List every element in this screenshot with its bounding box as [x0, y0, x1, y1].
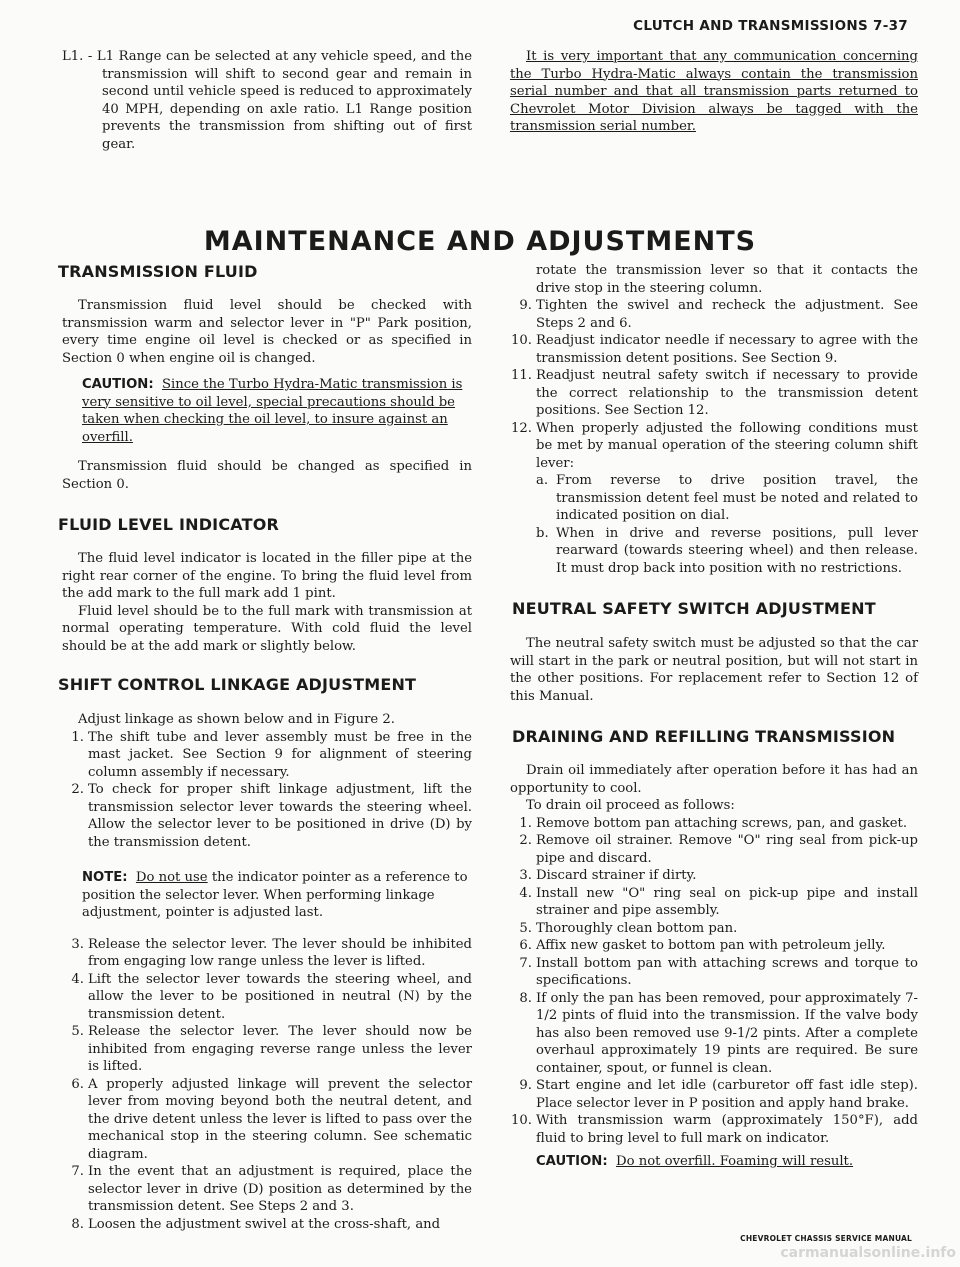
list-item: a. From reverse to drive position travel, the transmission detent feel must be noted and related to indicated position on dial. — [536, 473, 918, 523]
drain-paragraph-2: To drain oil proceed as follows: — [526, 798, 735, 813]
caution-label: CAUTION: — [82, 377, 154, 392]
list-item: 1. The shift tube and lever assembly must be free in the mast jacket. See Section 9 for alignment of steering column assembly if necessary. — [71, 729, 472, 780]
list-item: 6. A properly adjusted linkage will prevent the selector lever from moving beyond both the neutral detent, and the drive detent unless the lever is lifted to pass over the mechanical stop in the steering column. See schematic diagram. — [71, 1076, 472, 1162]
drain-paragraph-1: Drain oil immediately after operation before it has had an opportunity to cool. — [510, 763, 918, 796]
list-item: 3. Discard strainer if dirty. — [519, 868, 697, 883]
list-item: 4. Lift the selector lever towards the steering wheel, and allow the lever to be positioned in neutral (N) by the transmission detent. — [71, 971, 472, 1022]
step-8-continued: rotate the transmission lever so that it contacts the drive stop in the steering column. — [536, 263, 918, 296]
list-item: 7. Install bottom pan with attaching screws and torque to specifications. — [519, 955, 918, 988]
draining-heading: DRAINING AND REFILLING TRANSMISSION — [512, 727, 896, 746]
caution-text: Since the Turbo Hydra-Matic transmission is very sensitive to oil level, special precautions should be taken when checking the oil level, to insure against an overfill. — [82, 377, 463, 445]
transmission-fluid-heading: TRANSMISSION FLUID — [58, 262, 258, 281]
note-text: the indicator pointer as a reference to position the selector lever. When performing linkage adjustment, pointer is adjusted last. — [82, 870, 468, 920]
note-underlined: Do not use — [135, 870, 208, 885]
shift-note — [82, 869, 472, 922]
drain-steps — [510, 815, 918, 1148]
list-item: 9. Tighten the swivel and recheck the adjustment. See Steps 2 and 6. — [519, 298, 918, 331]
neutral-switch-text: The neutral safety switch must be adjusted so that the car will start in the park or neutral position, but will not start in the other positions. For replacement refer to Section 12 of this Manual. — [510, 636, 918, 704]
running-header: CLUTCH AND TRANSMISSIONS 7-37 — [633, 18, 908, 34]
left-column — [58, 262, 472, 1233]
list-item: 6. Affix new gasket to bottom pan with petroleum jelly. — [519, 938, 886, 953]
shift-steps-b — [62, 936, 472, 1234]
right-column — [510, 262, 918, 1171]
serial-note-text: It is very important that any communication concerning the Turbo Hydra-Matic always contain the transmission serial number and that all transmission parts returned to Chevrolet Motor Division always be tagged with the transmission serial number. — [510, 49, 918, 134]
l1-range-paragraph — [62, 48, 472, 153]
indicator-paragraph-2: Fluid level should be to the full mark with transmission at normal operating temperature. With cold fluid the level should be at the add mark or slightly below. — [62, 603, 472, 654]
list-item: 8. Loosen the adjustment swivel at the cross-shaft, and — [71, 1216, 441, 1232]
fluid-level-indicator-heading: FLUID LEVEL INDICATOR — [58, 515, 280, 534]
fluid-paragraph-1: Transmission fluid level should be checked with transmission warm and selector lever in "P" Park position, every time engine oil level is checked or as specified in Section 0 when engine oil is changed. — [62, 298, 472, 366]
note-label: NOTE: — [82, 870, 128, 885]
shift-substeps — [536, 472, 918, 577]
list-item: 11. Readjust neutral safety switch if necessary to provide the correct relationship to the transmission detent positions. See Section 12. — [511, 368, 918, 418]
list-item: 12. When properly adjusted the following conditions must be met by manual operation of the steering column shift lever: a. From reverse to drive position travel, the transmission detent feel must be noted and related to indicated position on dial. b. When in drive and reverse positions, pull lever rearward (towards steering wheel) and then release. It must drop back into position with no restrictions. — [511, 420, 918, 576]
caution-text: Do not overfill. Foaming will result. — [616, 1154, 854, 1169]
neutral-switch-heading: NEUTRAL SAFETY SWITCH ADJUSTMENT — [512, 599, 876, 618]
fluid-caution — [82, 376, 472, 446]
watermark: carmanualsonline.info — [780, 1245, 956, 1261]
serial-number-note — [510, 48, 918, 136]
list-item: 7. In the event that an adjustment is required, place the selector lever in drive (D) position as determined by the transmission detent. See Steps 2 and 3. — [71, 1164, 472, 1214]
drain-caution — [536, 1153, 918, 1171]
caution-label: CAUTION: — [536, 1154, 608, 1169]
shift-intro: Adjust linkage as shown below and in Figure 2. — [78, 712, 395, 727]
list-item: 8. If only the pan has been removed, pour approximately 7-1/2 pints of fluid into the transmission. If the valve body has also been removed use 9-1/2 pints. After a complete overhaul approximately 19 pints are required. Be sure container, spout, or funnel is clean. — [519, 990, 918, 1076]
list-item: 5. Release the selector lever. The lever should now be inhibited from engaging reverse range unless the lever is lifted. — [71, 1024, 472, 1074]
list-item: 10. With transmission warm (approximately 150°F), add fluid to bring level to full mark on indicator. — [511, 1113, 918, 1146]
list-item: 2. Remove oil strainer. Remove "O" ring seal from pick-up pipe and discard. — [519, 833, 918, 866]
list-item: 2. To check for proper shift linkage adjustment, lift the transmission selector lever towards the steering wheel. Allow the selector lever to be positioned in drive (D) by the transmission detent. — [71, 782, 472, 850]
manual-footer: CHEVROLET CHASSIS SERVICE MANUAL — [740, 1234, 912, 1243]
section-heading: MAINTENANCE AND ADJUSTMENTS — [203, 226, 757, 257]
shift-steps-a — [62, 729, 472, 852]
list-item: 1. Remove bottom pan attaching screws, pan, and gasket. — [519, 815, 908, 831]
shift-linkage-heading: SHIFT CONTROL LINKAGE ADJUSTMENT — [58, 675, 417, 694]
fluid-paragraph-2: Transmission fluid should be changed as specified in Section 0. — [62, 459, 472, 492]
l1-range-text: L1. - L1 Range can be selected at any vehicle speed, and the transmission will shift to second gear and remain in second until vehicle speed is reduced to approximately 40 MPH, depending on axle ratio. L1 Range position prevents the transmission from shifting out of first gear. — [62, 49, 472, 152]
list-item: b. When in drive and reverse positions, pull lever rearward (towards steering wheel) and then release. It must drop back into position with no restrictions. — [536, 525, 918, 576]
list-item: 5. Thoroughly clean bottom pan. — [519, 920, 738, 936]
indicator-paragraph-1: The fluid level indicator is located in the filler pipe at the right rear corner of the engine. To bring the fluid level from the add mark to the full mark add 1 pint. — [62, 551, 472, 601]
list-item: 3. Release the selector lever. The lever should be inhibited from engaging low range unless the lever is lifted. — [71, 936, 472, 969]
shift-steps-c — [510, 297, 918, 577]
list-item: 9. Start engine and let idle (carburetor off fast idle step). Place selector lever in P position and apply hand brake. — [519, 1078, 918, 1111]
list-item: 10. Readjust indicator needle if necessary to agree with the transmission detent positions. See Section 9. — [511, 333, 918, 366]
list-item: 4. Install new "O" ring seal on pick-up pipe and install strainer and pipe assembly. — [519, 885, 918, 918]
